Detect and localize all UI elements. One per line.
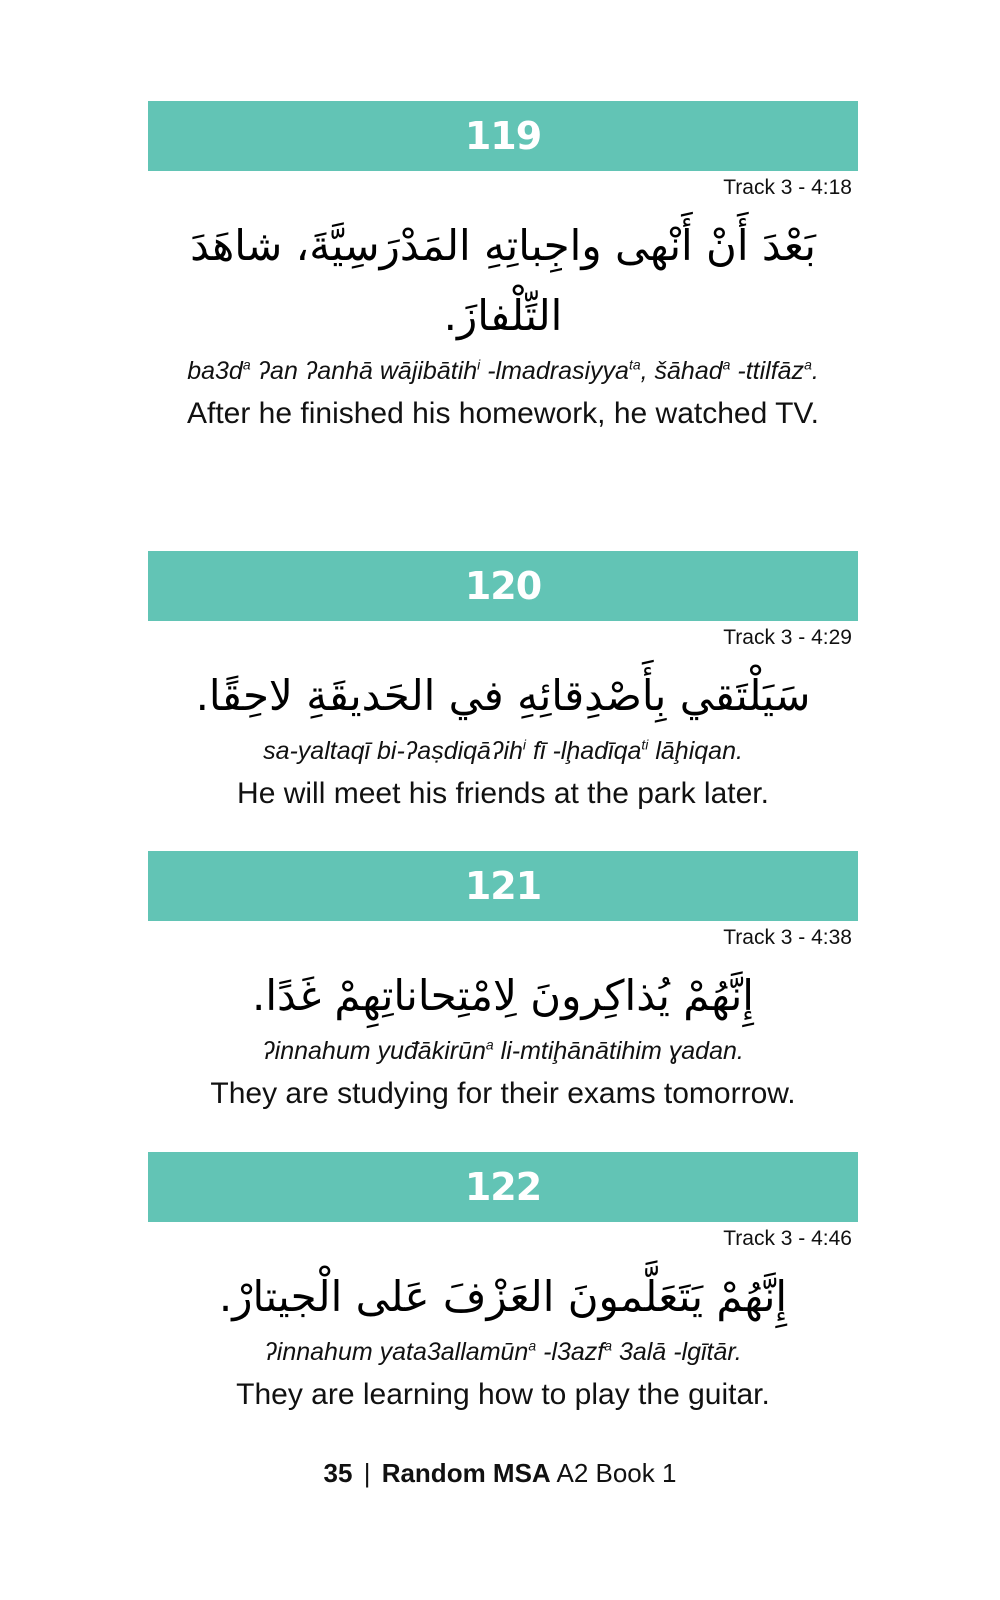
english-translation: They are studying for their exams tomorrow. [210,1077,796,1110]
case-ending-superscript: i [477,356,481,373]
transliteration-text: ʔinnahum yuđākirūn [262,1037,486,1065]
case-ending-superscript: a [242,356,251,373]
entry-number-banner [148,851,858,921]
case-ending-superscript: a [604,1337,613,1354]
transliteration-text: ʔan ʔanhā wājibātih [250,357,478,385]
entry-number: 122 [464,1165,542,1209]
case-ending-superscript: a [722,356,731,373]
track-timestamp: Track 3 - 4:18 [723,176,852,199]
series-title: Random MSA [381,1458,551,1488]
transliteration-text: ʔinnahum yata3allamūn [264,1338,529,1366]
entry-number-banner [148,551,858,621]
transliteration [148,1332,858,1372]
transliteration-text: li-mtiḩānātihim ɣadan. [493,1037,744,1065]
transliteration-text: ba3d [187,357,243,385]
transliteration-text: fī -lḩadīqa [526,737,642,765]
arabic-sentence: إِنَّهُمْ يَتَعَلَّمونَ العَزْفَ عَلى الْجيتارْ. [218,1272,788,1321]
case-ending-superscript: a [528,1337,537,1354]
transliteration-text: 3alā -lgītār. [612,1338,742,1366]
case-ending-superscript: a [804,356,812,373]
transliteration-text: -l3azf [536,1338,605,1366]
english-translation: They are learning how to play the guitar. [236,1378,770,1411]
transliteration [148,731,858,771]
entry-number: 121 [464,864,542,908]
transliteration-text: , šāhad [640,357,723,385]
entry-number: 119 [464,114,542,158]
entry-122 [148,1152,858,1418]
transliteration-text: -ttilfāz [730,357,805,385]
transliteration-text: lāḩiqan. [648,737,743,765]
entry-number: 120 [464,564,542,608]
transliteration-text: -lmadrasiyya [480,357,629,385]
page-footer [0,1458,1000,1489]
case-ending-superscript: a [485,1036,494,1053]
entry-number-banner [148,1152,858,1222]
case-ending-superscript: i [522,736,527,753]
english-translation: He will meet his friends at the park later. [237,777,769,810]
arabic-sentence: بَعْدَ أَنْ أَنْهى واجِباتِهِ المَدْرَسِيَّةَ، شاهَدَ التِّلْفازَ. [190,221,816,340]
transliteration [148,351,858,391]
case-ending-superscript: ti [641,736,649,753]
transliteration-text: sa-yaltaqī bi-ʔaṣdiqāʔih [263,737,523,765]
entry-121 [148,851,858,1117]
book-title: A2 Book 1 [556,1458,677,1488]
case-ending-superscript: ta [628,356,641,373]
footer-separator: | [363,1458,371,1488]
track-timestamp: Track 3 - 4:46 [723,1227,852,1250]
entry-119 [148,101,858,437]
english-translation: After he finished his homework, he watched TV. [186,397,820,430]
page-number: 35 [323,1458,353,1488]
entry-120 [148,551,858,817]
track-timestamp: Track 3 - 4:29 [723,626,852,649]
track-timestamp: Track 3 - 4:38 [723,926,852,949]
arabic-sentence: سَيَلْتَقي بِأَصْدِقائِهِ في الحَديقَةِ لاحِقًا. [195,671,811,720]
transliteration-text: . [811,357,819,385]
arabic-sentence: إِنَّهُمْ يُذاكِرونَ لِامْتِحاناتِهِمْ غَدًا. [252,971,754,1020]
entry-number-banner [148,101,858,171]
transliteration [148,1031,858,1071]
